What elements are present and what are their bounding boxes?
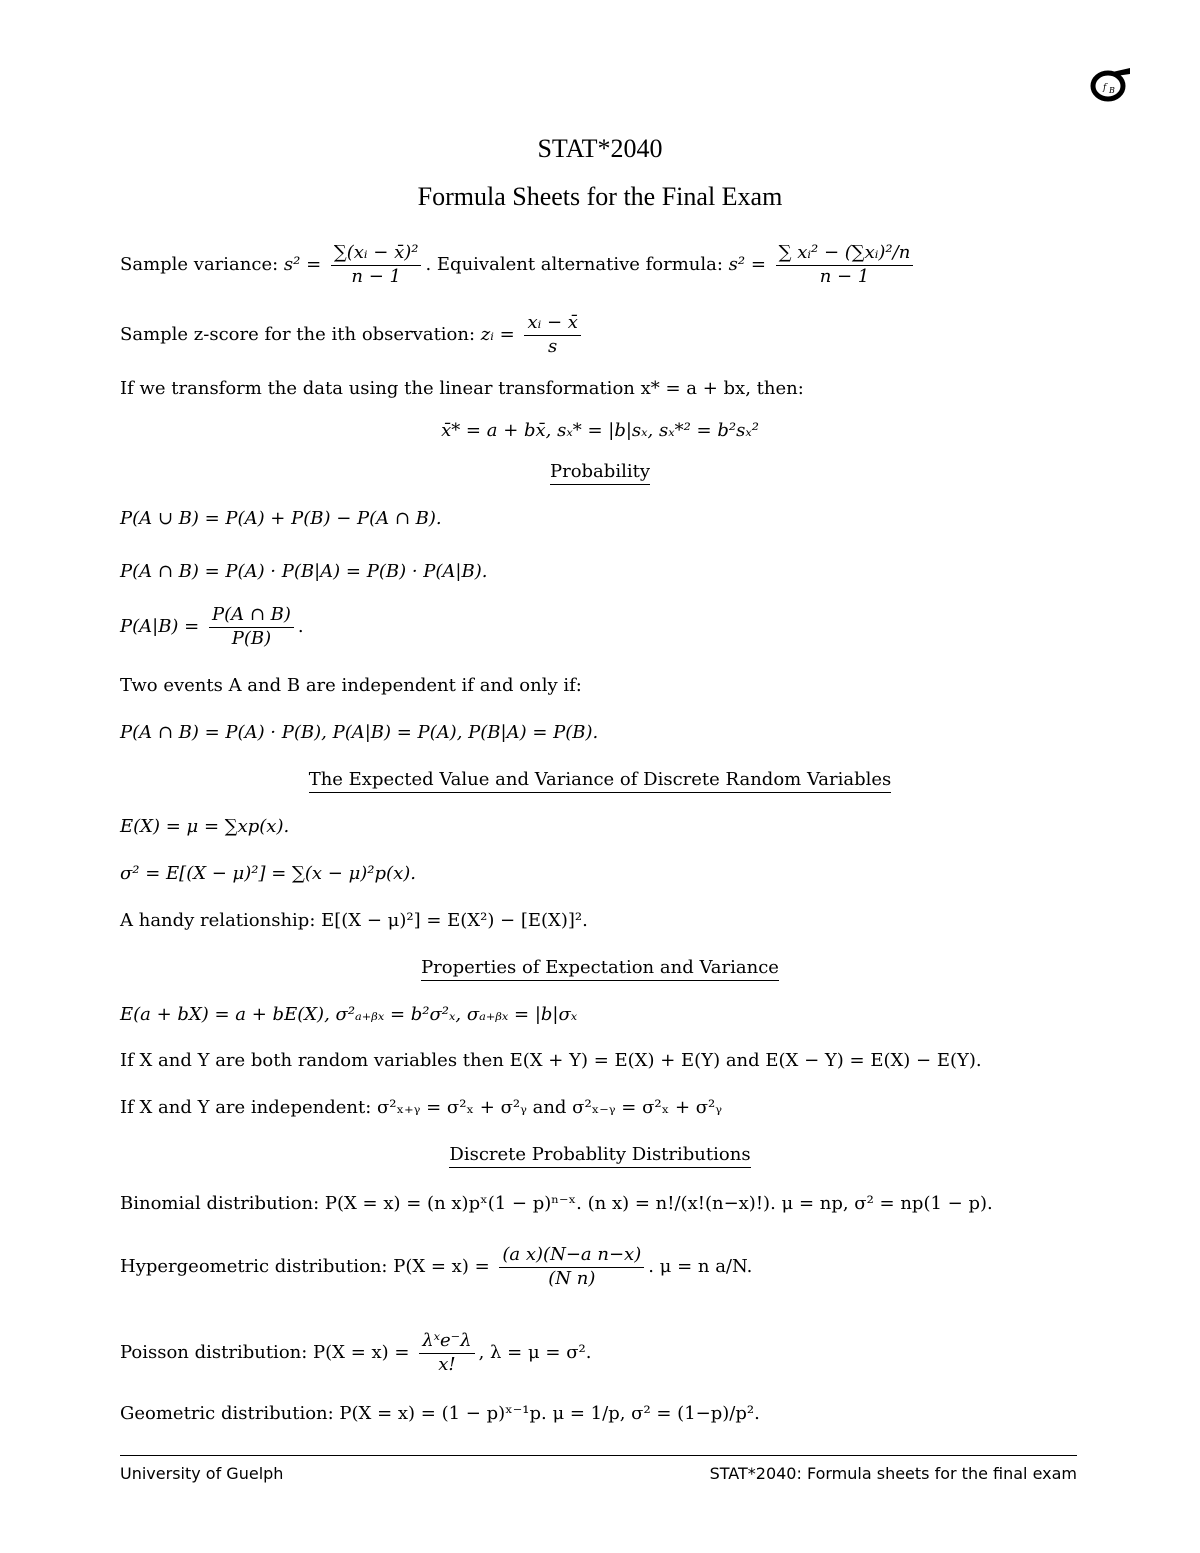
sigma-logo-icon <box>1088 60 1132 104</box>
hypergeometric-formula: Hypergeometric distribution: P(X = x) = $\frac{\text{(a x)(N−a n−x)}}{\text{(N n)}}$ . μ = n a/N. <box>120 1244 753 1289</box>
linear-properties: E(a + bX) = a + bE(X), σ²ₐ₊ᵦₓ = b²σ²ₓ, σₐ₊ᵦₓ = |b|σₓ <box>120 1004 578 1025</box>
page-subtitle: Formula Sheets for the Final Exam <box>417 182 783 211</box>
footer-left: University of Guelph <box>120 1464 284 1483</box>
intersection-formula: P(A ∩ B) = P(A) · P(B|A) = P(B) · P(A|B). <box>120 561 488 582</box>
independence-formula: P(A ∩ B) = P(A) · P(B), P(A|B) = P(A), P(B|A) = P(B). <box>120 722 599 743</box>
poisson-fraction: $\frac{\text{λˣe⁻λ}}{x!}$ <box>419 1330 474 1376</box>
handy-relationship: A handy relationship: E[(X − μ)²] = E(X²) − [E(X)]². <box>120 910 588 931</box>
conditional-fraction: $\frac{P(A \cap B)}{P(B)}$ <box>209 604 294 650</box>
page-title: STAT*2040 <box>537 134 663 163</box>
independent-variance: If X and Y are independent: σ²ₓ₊ᵧ = σ²ₓ + σ²ᵧ and σ²ₓ₋ᵧ = σ²ₓ + σ²ᵧ <box>120 1097 723 1118</box>
distributions-heading: Discrete Probablity Distributions <box>0 1144 1200 1165</box>
svg-text:f: f <box>1103 83 1107 93</box>
footer-divider <box>120 1455 1077 1456</box>
footer-right: STAT*2040: Formula sheets for the final exam <box>709 1464 1077 1483</box>
union-formula: P(A ∪ B) = P(A) + P(B) − P(A ∩ B). <box>120 508 442 529</box>
mean-formula: E(X) = μ = ∑xp(x). <box>120 816 290 837</box>
probability-heading: Probability <box>0 461 1200 482</box>
transform-text: If we transform the data using the linear transformation x* = a + bx, then: <box>120 378 804 399</box>
binomial-formula: Binomial distribution: P(X = x) = (n x)pˣ(1 − p)ⁿ⁻ˣ. (n x) = n!/(x!(n−x)!). μ = np, σ² = np(1 − p). <box>120 1193 993 1214</box>
hypergeometric-fraction: $\frac{\text{(a x)(N−a n−x)}}{\text{(N n)}}$ <box>499 1244 644 1290</box>
conditional-formula: P(A|B) = $\frac{P(A \cap B)}{P(B)}$ . <box>120 604 304 649</box>
alt-variance-fraction: $\frac{\text{∑ xᵢ² − (∑xᵢ)²/n}}{n - 1}$ <box>776 242 914 288</box>
variance-fraction: $\frac{\text{∑(xᵢ − x̄)²}}{n - 1}$ <box>331 242 422 288</box>
properties-heading: Properties of Expectation and Variance <box>0 957 1200 978</box>
zscore-fraction: $\frac{\text{xᵢ − x̄}}{s}$ <box>524 312 580 358</box>
sum-properties: If X and Y are both random variables then E(X + Y) = E(X) + E(Y) and E(X − Y) = E(X) − E(Y). <box>120 1050 982 1071</box>
zscore-formula: Sample z-score for the ith observation: zᵢ = $\frac{\text{xᵢ − x̄}}{s}$ <box>120 312 585 358</box>
svg-text:B: B <box>1109 86 1115 95</box>
sample-variance-formula: Sample variance: s² = $\frac{\text{∑(xᵢ − x̄)²}}{n - 1}$ . Equivalent alternative formula: s² = $\frac{\text{∑ xᵢ² − (∑xᵢ)²/n}}{n - 1}$ <box>120 242 917 288</box>
independence-text: Two events A and B are independent if and only if: <box>120 675 582 696</box>
geometric-formula: Geometric distribution: P(X = x) = (1 − p)ˣ⁻¹p. μ = 1/p, σ² = (1−p)/p². <box>120 1403 760 1424</box>
transform-formula: x̄* = a + bx̄, sₓ* = |b|sₓ, sₓ*² = b²sₓ² <box>441 420 759 441</box>
poisson-formula: Poisson distribution: P(X = x) = $\frac{\text{λˣe⁻λ}}{x!}$ , λ = μ = σ². <box>120 1330 592 1375</box>
variance-formula: σ² = E[(X − μ)²] = ∑(x − μ)²p(x). <box>120 863 416 884</box>
expected-value-heading: The Expected Value and Variance of Discrete Random Variables <box>0 769 1200 790</box>
